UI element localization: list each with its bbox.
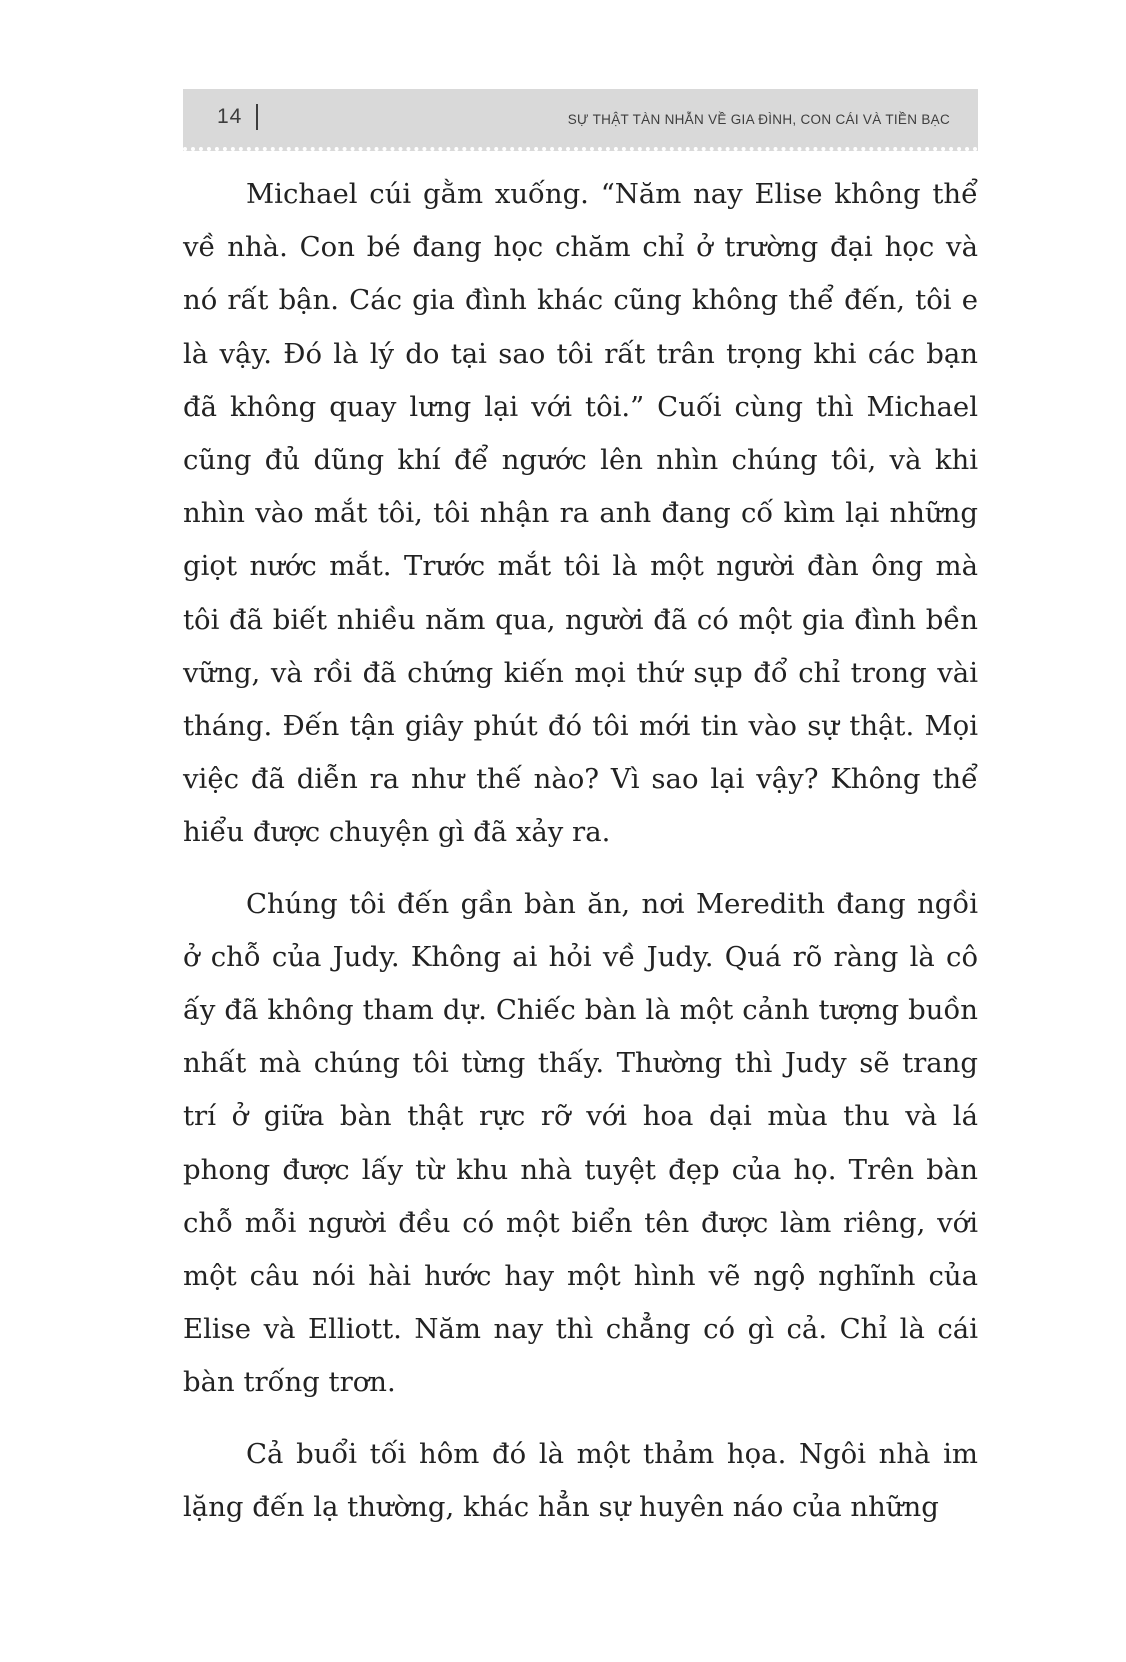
page-number: 14 xyxy=(217,105,243,128)
header-divider xyxy=(256,104,258,130)
paragraph-1: Michael cúi gằm xuống. “Năm nay Elise không thể về nhà. Con bé đang học chăm chỉ ở trường đại học và nó rất bận. Các gia đình khác cũng không thể đến, tôi e là vậy. Đó là lý do tại sao tôi rất trân trọng khi các bạn đã không quay lưng lại với tôi.” Cuối cùng thì Michael cũng đủ dũng khí để ngước lên nhìn chúng tôi, và khi nhìn vào mắt tôi, tôi nhận ra anh đang cố kìm lại những giọt nước mắt. Trước mắt tôi là một người đàn ông mà tôi đã biết nhiều năm qua, người đã có một gia đình bền vững, và rồi đã chứng kiến mọi thứ sụp đổ chỉ trong vài tháng. Đến tận giây phút đó tôi mới tin vào sự thật. Mọi việc đã diễn ra như thế nào? Vì sao lại vậy? Không thể hiểu được chuyện gì đã xảy ra. xyxy=(183,178,978,849)
paragraph-3: Cả buổi tối hôm đó là một thảm họa. Ngôi nhà im lặng đến lạ thường, khác hẳn sự huyên náo của những xyxy=(183,1437,978,1523)
running-title: SỰ THẬT TÀN NHẪN VỀ GIA ĐÌNH, CON CÁI VÀ TIỀN BẠC xyxy=(567,112,950,127)
body-text xyxy=(183,168,978,1534)
running-header xyxy=(183,89,978,151)
paragraph-2: Chúng tôi đến gần bàn ăn, nơi Meredith đang ngồi ở chỗ của Judy. Không ai hỏi về Judy. Quá rõ ràng là cô ấy đã không tham dự. Chiếc bàn là một cảnh tượng buồn nhất mà chúng tôi từng thấy. Thường thì Judy sẽ trang trí ở giữa bàn thật rực rỡ với hoa dại mùa thu và lá phong được lấy từ khu nhà tuyệt đẹp của họ. Trên bàn chỗ mỗi người đều có một biển tên được làm riêng, với một câu nói hài hước hay một hình vẽ ngộ nghĩnh của Elise và Elliott. Năm nay thì chẳng có gì cả. Chỉ là cái bàn trống trơn. xyxy=(183,887,978,1399)
